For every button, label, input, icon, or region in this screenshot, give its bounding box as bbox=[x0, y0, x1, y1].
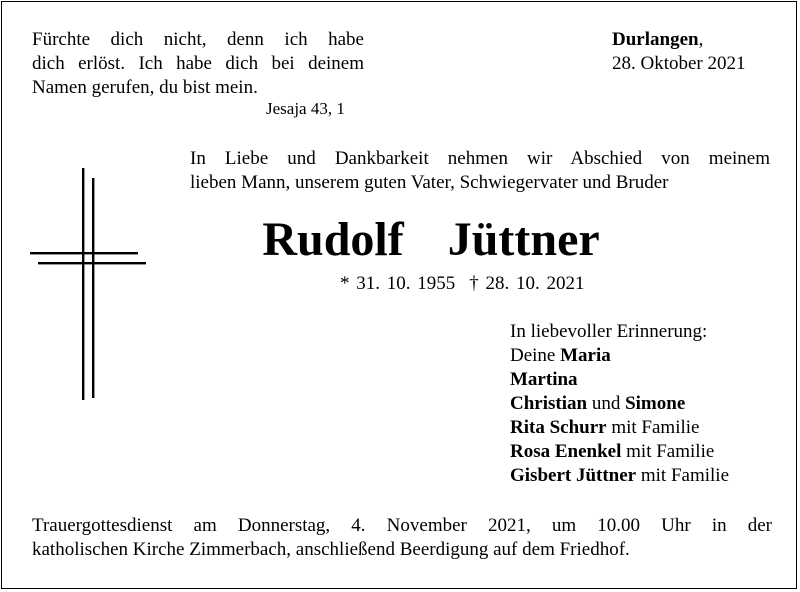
mit-familie-label: mit Familie bbox=[606, 417, 700, 438]
mourner-name: Gisbert Jüttner bbox=[510, 465, 637, 486]
death-date: † 28. 10. 2021 bbox=[469, 273, 585, 294]
verse-reference: Jesaja 43, 1 bbox=[266, 99, 345, 118]
mourner-rosa bbox=[510, 440, 729, 464]
verse-line-3: Namen gerufen, du bist mein. bbox=[32, 77, 258, 98]
intro-line-2: lieben Mann, unserem guten Vater, Schwiegervater und Bruder bbox=[190, 172, 669, 193]
cross-icon bbox=[28, 166, 158, 406]
verse-line-1: Fürchte dich nicht, denn ich habe bbox=[32, 29, 364, 50]
intro-text bbox=[190, 147, 770, 195]
mourner-name: Simone bbox=[625, 393, 686, 414]
mourner-name: Maria bbox=[560, 345, 611, 366]
intro-line-1: In Liebe und Dankbarkeit nehmen wir Abschied von meinem bbox=[190, 148, 770, 169]
mourner-name: Martina bbox=[510, 369, 578, 390]
birth-date: * 31. 10. 1955 bbox=[340, 273, 456, 294]
mourner-maria bbox=[510, 344, 729, 368]
mourner-christian-simone bbox=[510, 392, 729, 416]
mourner-gisbert bbox=[510, 464, 729, 488]
mourners-heading: In liebevoller Erinnerung: bbox=[510, 321, 708, 342]
service-line-1: Trauergottesdienst am Donnerstag, 4. November 2021, um 10.00 Uhr in der bbox=[32, 515, 772, 536]
verse-line-2: dich erlöst. Ich habe dich bei deinem bbox=[32, 53, 364, 74]
place-date bbox=[612, 28, 746, 76]
life-dates bbox=[340, 272, 585, 296]
place-comma: , bbox=[698, 29, 704, 50]
bible-verse bbox=[32, 28, 364, 100]
mourner-martina bbox=[510, 368, 729, 392]
mourners-list bbox=[510, 320, 729, 488]
deine-label: Deine bbox=[510, 345, 561, 366]
mit-familie-label: mit Familie bbox=[636, 465, 730, 486]
und-label: und bbox=[587, 393, 626, 414]
mourner-name: Christian bbox=[510, 393, 588, 414]
service-line-2: katholischen Kirche Zimmerbach, anschließend Beerdigung auf dem Friedhof. bbox=[32, 539, 630, 560]
notice-date: 28. Oktober 2021 bbox=[612, 53, 746, 74]
mit-familie-label: mit Familie bbox=[621, 441, 715, 462]
place: Durlangen bbox=[612, 29, 699, 50]
mourner-rita bbox=[510, 416, 729, 440]
funeral-service-info bbox=[32, 514, 772, 562]
mourner-name: Rita Schurr bbox=[510, 417, 607, 438]
deceased-name: Rudolf Jüttner bbox=[262, 213, 600, 266]
mourner-name: Rosa Enenkel bbox=[510, 441, 622, 462]
